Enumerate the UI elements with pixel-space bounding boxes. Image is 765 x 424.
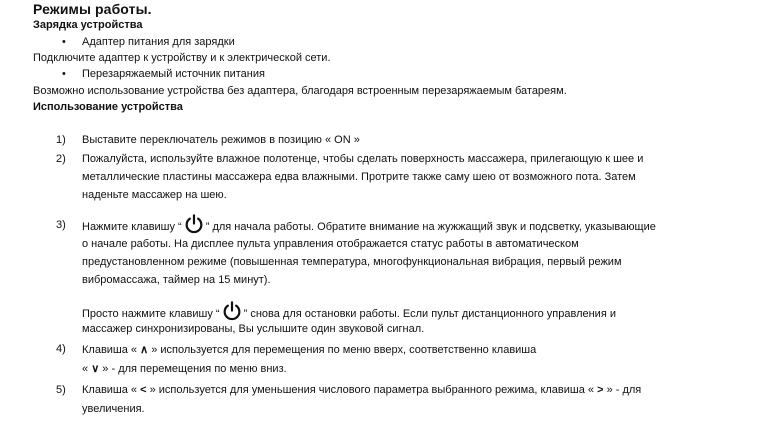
list-item-5-line-2: увеличения.: [82, 403, 145, 415]
charging-text-adapter: Подключите адаптер к устройству и к электрической сети.: [33, 52, 331, 64]
greater-symbol: >: [597, 384, 604, 396]
list-item-3-line-3: предустановленном режиме (повышенная температура, многофункциональная вибрация, первый режим: [82, 256, 622, 268]
bullet-battery: Перезаряжаемый источник питания: [82, 68, 265, 80]
section-heading-usage: Использование устройства: [33, 101, 183, 113]
item5-l1-pre: Клавиша «: [82, 384, 141, 396]
power-icon: [183, 213, 205, 235]
stop-text-post: ” снова для остановки работы. Если пульт дистанционного управления и: [243, 308, 616, 320]
list-item-2-line-3: наденьте массажер на шею.: [82, 189, 227, 201]
list-item-2-line-1: Пожалуйста, используйте влажное полотенце, чтобы сделать поверхность массажера, прилегающую к шее и: [82, 153, 644, 165]
list-item-3-line-4: вибромассажа, таймер на 15 минут).: [82, 274, 271, 286]
item5-l1-mid: » используется для уменьшения числового параметра выбранного режима, клавиша «: [146, 384, 598, 396]
list-item-3-stop-line-1: [82, 300, 616, 322]
item5-l1-post: » - для: [603, 384, 642, 396]
item4-l2-pre: «: [82, 363, 92, 375]
down-symbol: ∨: [91, 363, 100, 375]
item4-l1-pre: Клавиша «: [82, 344, 141, 356]
bullet-adapter: Адаптер питания для зарядки: [82, 36, 235, 48]
up-symbol: ∧: [140, 344, 149, 356]
power-icon: [221, 300, 243, 322]
item4-l2-post: » - для перемещения по меню вниз.: [99, 363, 287, 375]
list-number: 1): [56, 134, 66, 146]
list-item-3-line-1: [82, 213, 656, 235]
stop-text-pre: Просто нажмите клавишу “: [82, 308, 220, 320]
less-symbol: <: [140, 384, 147, 396]
list-item-1: Выставите переключатель режимов в позицию « ON »: [82, 134, 360, 146]
bullet-icon: •: [62, 68, 66, 80]
item3-text-pre: Нажмите клавишу “: [82, 221, 182, 233]
page-title: Режимы работы.: [33, 1, 152, 17]
item3-text-post: ” для начала работы. Обратите внимание на жужжащий звук и подсветку, указывающие: [205, 221, 656, 233]
list-number: 3): [56, 219, 66, 231]
list-number: 5): [56, 384, 66, 396]
charging-text-battery: Возможно использование устройства без адаптера, благодаря встроенным перезаряжаемым батареям.: [33, 85, 567, 97]
list-item-3-stop-line-2: массажер синхронизированы, Вы услышите один звуковой сигнал.: [82, 323, 425, 335]
list-item-5-line-1: [82, 384, 641, 396]
list-item-2-line-2: металлические пластины массажера едва влажными. Протрите также саму шею от возможного пота. Затем: [82, 171, 636, 183]
list-number: 4): [56, 343, 66, 355]
list-number: 2): [56, 153, 66, 165]
list-item-4-line-2: [82, 362, 287, 375]
list-item-4-line-1: [82, 343, 536, 356]
bullet-icon: •: [62, 36, 66, 48]
item4-l1-post: » используется для перемещения по меню вверх, соответственно клавиша: [148, 344, 537, 356]
list-item-3-line-2: о начале работы. На дисплее пульта управления отображается статус работы в автоматическом: [82, 238, 579, 250]
section-heading-charging: Зарядка устройства: [33, 19, 143, 31]
